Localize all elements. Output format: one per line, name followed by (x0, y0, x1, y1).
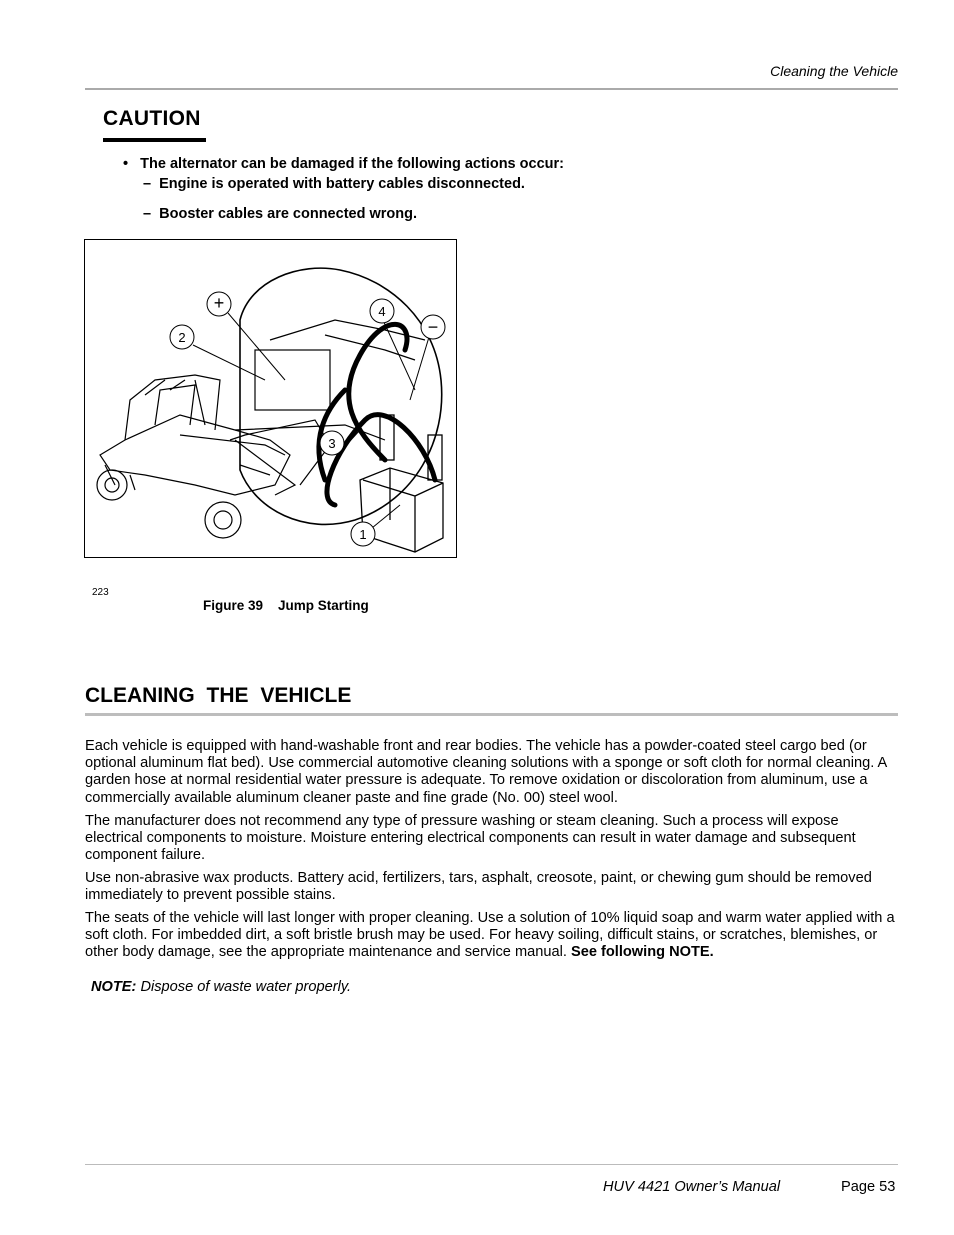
note-label: NOTE: (91, 979, 137, 995)
minus-symbol: − (427, 317, 439, 337)
footer-manual-title: HUV 4421 Owner’s Manual (603, 1179, 781, 1195)
section-rule (85, 713, 898, 716)
caution-subitem (123, 174, 564, 194)
body-paragraph: Each vehicle is equipped with hand-washable front and rear bodies. The vehicle has a powder-coated steel cargo bed (or optional aluminum flat bed). Use commercial automotive cleaning solutions with a sponge or soft cloth for normal cleaning. A garden hose at normal residential water pressure is adequate. To remove oxidation or discoloration from aluminum, use a commercially available aluminum cleaner paste and fine grade (No. 00) steel wool. (85, 738, 887, 806)
dash-marker: – (143, 206, 152, 222)
callout-label: 1 (359, 527, 367, 542)
callout-label: 3 (328, 436, 336, 451)
figure-number: Figure 39 (203, 598, 264, 613)
body-paragraph (85, 910, 900, 962)
caution-subitem (123, 204, 564, 224)
bullet-marker: • (123, 156, 129, 172)
figure-title: Jump Starting (278, 598, 369, 613)
callout-label: 2 (178, 330, 186, 345)
jump-starting-illustration (85, 240, 458, 559)
caution-underline (103, 138, 206, 142)
caution-subitem-text: Engine is operated with battery cables disconnected. (159, 176, 525, 192)
caution-list (123, 154, 564, 224)
footer-page-number: Page 53 (841, 1179, 896, 1195)
jump-starting-figure (84, 239, 457, 558)
note (91, 979, 351, 995)
utility-vehicle (97, 375, 330, 538)
caution-subitem-text: Booster cables are connected wrong. (159, 206, 417, 222)
caution-title: CAUTION (103, 107, 201, 130)
section-title: CLEANING THE VEHICLE (85, 684, 352, 707)
caution-bullet (123, 154, 564, 174)
running-header: Cleaning the Vehicle (770, 63, 898, 79)
callout-label: 4 (378, 304, 386, 319)
footer-rule (85, 1164, 898, 1165)
caution-bullet-text: The alternator can be damaged if the following actions occur: (140, 156, 564, 172)
booster-cables (319, 324, 435, 505)
figure-code: 223 (92, 587, 109, 598)
body-paragraph: The manufacturer does not recommend any type of pressure washing or steam cleaning. Such a process will expose electrical components to moisture. Moisture entering electrical components can result in water damage and subsequent component failure. (85, 813, 856, 864)
paragraph-text: The seats of the vehicle will last longer with proper cleaning. Use a solution of 10% liquid soap and warm water applied with a soft cloth. For imbedded dirt, a soft bristle brush may be used. For heavy soiling, difficult stains, or scratches, blemishes, or other body damage, see the appropriate maintenance and service manual. (85, 910, 895, 961)
plus-symbol: + (213, 293, 225, 313)
paragraph-emphasis: See following NOTE. (570, 944, 714, 961)
body-paragraph: Use non-abrasive wax products. Battery acid, fertilizers, tars, asphalt, creosote, paint, or chewing gum should be removed immediately to prevent possible stains. (85, 870, 872, 904)
note-text: Dispose of waste water properly. (140, 979, 352, 995)
header-rule (85, 88, 898, 90)
dash-marker: – (143, 176, 152, 192)
figure-caption (203, 598, 369, 613)
